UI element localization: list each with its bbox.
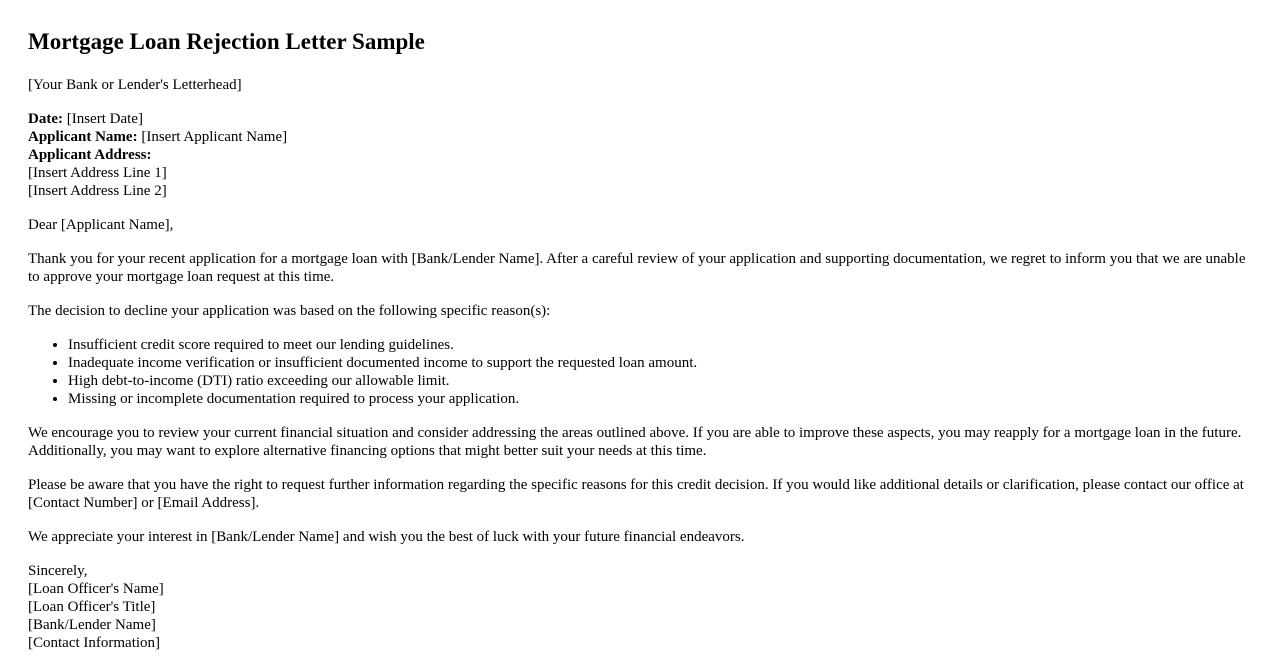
closing-paragraph: We appreciate your interest in [Bank/Lender Name] and wish you the best of luck with your future financial endeavors. <box>28 529 745 545</box>
letterhead-placeholder: [Your Bank or Lender's Letterhead] <box>28 77 242 93</box>
signature-block <box>28 562 1250 652</box>
applicant-name-line <box>28 128 1250 146</box>
applicant-name-value: [Insert Applicant Name] <box>141 129 288 145</box>
letter-document <box>28 0 1250 668</box>
date-line <box>28 110 1250 128</box>
list-item: • Missing or incomplete documentation required to process your application. <box>68 390 1250 408</box>
address-line-1: [Insert Address Line 1] <box>28 165 167 181</box>
reasons-list <box>28 336 1250 408</box>
encourage-paragraph: We encourage you to review your current financial situation and consider addressing the areas outlined above. If you are able to improve these aspects, you may reapply for a mortgage loan in the future. Additionally, you may want to explore alternative financing options that might better suit your needs at this time. <box>28 425 1242 459</box>
contact-info: [Contact Information] <box>28 635 161 651</box>
applicant-header <box>28 110 1250 200</box>
rights-paragraph: Please be aware that you have the right to request further information regarding the specific reasons for this credit decision. If you would like additional details or clarification, please contact our office at [Contact Number] or [Email Address]. <box>28 477 1244 511</box>
lender-name: [Bank/Lender Name] <box>28 617 156 633</box>
date-label: Date: <box>28 111 63 127</box>
applicant-address-label: Applicant Address: <box>28 147 152 163</box>
officer-name: [Loan Officer's Name] <box>28 581 164 597</box>
intro-paragraph: Thank you for your recent application for a mortgage loan with [Bank/Lender Name]. After a careful review of your application and supporting documentation, we regret to inform you that we are unable to approve your mortgage loan request at this time. <box>28 251 1246 285</box>
applicant-address-line <box>28 146 1250 164</box>
page-title: Mortgage Loan Rejection Letter Sample <box>28 29 425 54</box>
list-item: • Inadequate income verification or insufficient documented income to support the requested loan amount. <box>68 354 1250 372</box>
date-value: [Insert Date] <box>66 111 143 127</box>
applicant-name-label: Applicant Name: <box>28 129 138 145</box>
address-line-2: [Insert Address Line 2] <box>28 183 167 199</box>
salutation: Dear [Applicant Name], <box>28 217 174 233</box>
sign-off: Sincerely, <box>28 563 88 579</box>
reasons-intro-paragraph: The decision to decline your application was based on the following specific reason(s): <box>28 303 551 319</box>
list-item: • Insufficient credit score required to meet our lending guidelines. <box>68 336 1250 354</box>
list-item: • High debt-to-income (DTI) ratio exceeding our allowable limit. <box>68 372 1250 390</box>
officer-title: [Loan Officer's Title] <box>28 599 156 615</box>
